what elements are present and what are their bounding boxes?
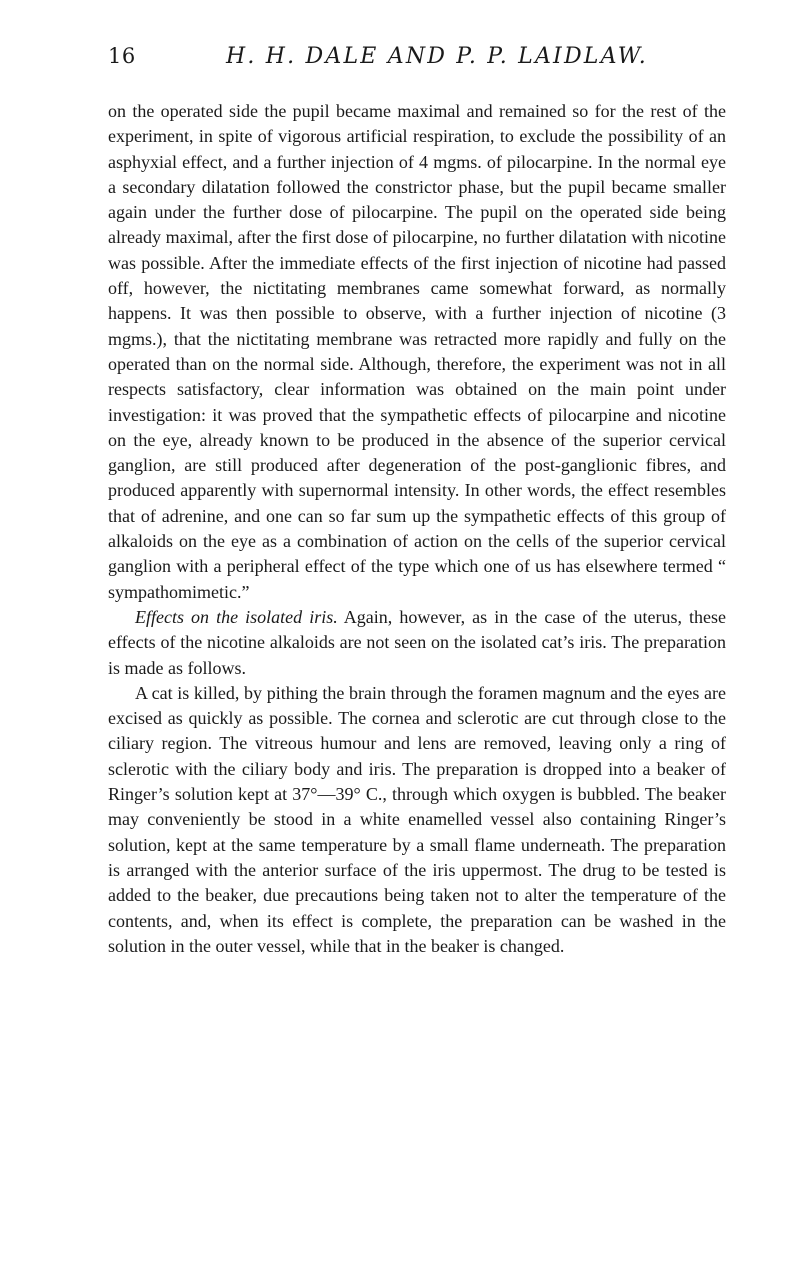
page-header <box>108 44 726 84</box>
section-heading-isolated-iris: Effects on the isolated iris. <box>135 606 338 627</box>
paragraph-isolated-iris-text: Again, however, as in the case of the uterus, these effects of the nicotine alkaloids are not seen on the isolated cat’s iris. The preparation is made as follows. <box>108 606 727 678</box>
running-head: H. H. DALE AND P. P. LAIDLAW. <box>226 44 648 69</box>
paragraph-isolated-iris <box>108 605 726 681</box>
paragraph-continued: on the operated side the pupil became maximal and remained so for the rest of the experiment, in spite of vigorous artificial respiration, to exclude the possibility of an asphyxial effect, and a further injection of 4 mgms. of pilocarpine. In the normal eye a secondary dilatation followed the constrictor phase, but the pupil became smaller again under the further dose of pilocarpine. The pupil on the operated side being already maximal, after the first dose of pilocarpine, no further dilatation with nicotine was possible. After the immediate effects of the first injection of nicotine had passed off, however, the nictitating membranes came somewhat forward, as normally happens. It was then possible to observe, with a further injection of nicotine (3 mgms.), that the nictitating membrane was retracted more rapidly and fully on the operated than on the normal side. Although, therefore, the experiment was not in all respects satisfactory, clear information was obtained on the main point under investigation: it was proved that the sympathetic effects of pilocarpine and nicotine on the eye, already known to be produced in the absence of the superior cervical ganglion, are still produced after degeneration of the post-ganglionic fibres, and produced apparently with supernormal intensity. In other words, the effect resembles that of adrenine, and one can so far sum up the sympathetic effects of this group of alkaloids on the eye as a combination of action on the cells of the superior cervical ganglion with a peripheral effect of the type which one of us has elsewhere termed “ sympathomimetic.” <box>108 101 726 602</box>
paragraph-preparation-method: A cat is killed, by pithing the brain through the foramen magnum and the eyes are excised as quickly as possible. The cornea and sclerotic are cut through close to the ciliary region. The vitreous humour and lens are removed, leaving only a ring of sclerotic with the ciliary body and iris. The preparation is dropped into a beaker of Ringer’s solution kept at 37°—39° C., through which oxygen is bubbled. The beaker may conveniently be stood in a white enamelled vessel also containing Ringer’s solution, kept at the same temperature by a small flame underneath. The preparation is arranged with the anterior surface of the iris uppermost. The drug to be tested is added to the beaker, due precautions being taken not to alter the temperature of the contents, and, when its effect is complete, the preparation can be washed in the solution in the outer vessel, while that in the beaker is changed. <box>108 682 726 956</box>
page-number: 16 <box>108 44 136 68</box>
body-text <box>108 99 726 959</box>
